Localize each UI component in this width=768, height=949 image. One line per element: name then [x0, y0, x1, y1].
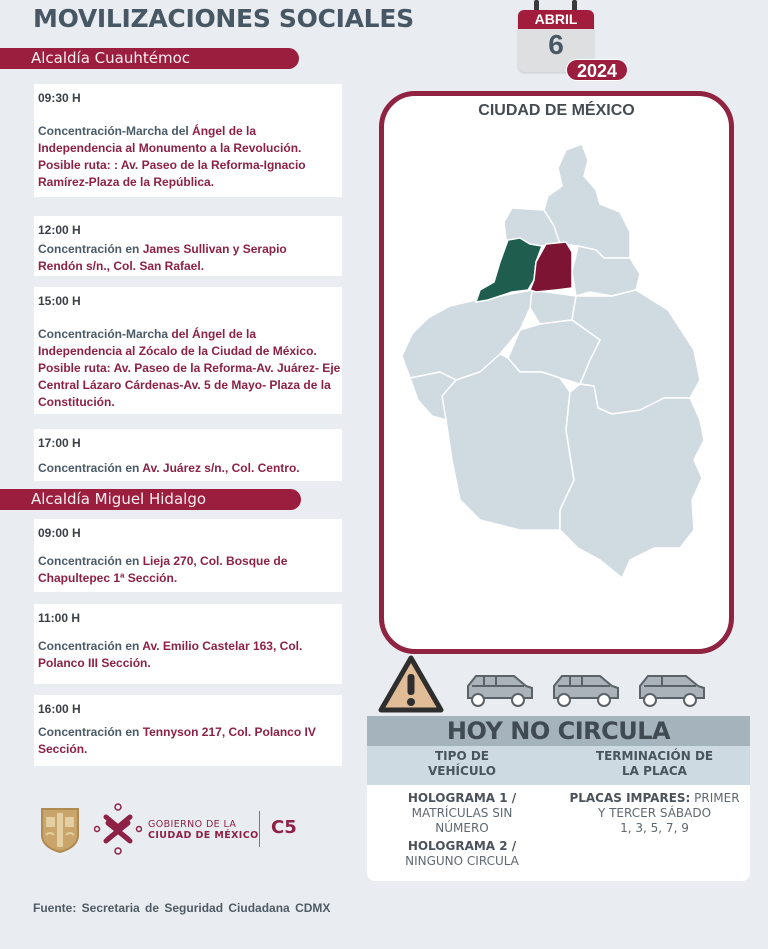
event-card — [34, 287, 342, 414]
event-time: 16:00 H — [38, 702, 81, 716]
logos-row — [40, 803, 310, 855]
map-region — [560, 384, 704, 578]
map-region — [530, 290, 576, 324]
hoy-no-circula-header — [367, 746, 750, 785]
event-description: Concentración en Av. Juárez s/n., Col. Centro. — [38, 461, 300, 475]
calendar-month: ABRIL — [518, 10, 594, 29]
gobierno-cdmx-wordmark: GOBIERNO DE LA CIUDAD DE MÉXICO — [148, 819, 259, 841]
car-icon — [550, 672, 622, 708]
event-time: 11:00 H — [38, 611, 81, 625]
column-header-tipo-vehiculo: TIPO DE VEHÍCULO — [428, 749, 496, 778]
cdmx-shield-logo — [40, 807, 80, 853]
calendar-day: 6 — [548, 29, 564, 60]
logo-divider — [259, 811, 260, 847]
plate-ending-column: PLACAS IMPARES: PRIMER Y TERCER SÁBADO 1, 3, 5, 7, 9 — [569, 791, 740, 835]
event-time: 12:00 H — [38, 223, 81, 237]
map-card — [379, 91, 734, 654]
event-card — [34, 429, 342, 481]
map-region — [442, 354, 574, 530]
event-time: 09:30 H — [38, 91, 81, 105]
event-card — [34, 84, 342, 197]
calendar-year: 2024 — [566, 59, 628, 81]
event-card — [34, 695, 342, 766]
c5-logo: C5 — [271, 817, 297, 838]
calendar-badge — [516, 0, 628, 82]
event-card — [34, 604, 342, 684]
source-note: Fuente: Secretaria de Seguridad Ciudadana CDMX — [33, 901, 331, 915]
event-description: Concentración en Av. Emilio Castelar 163, Col. Polanco III Sección. — [38, 639, 303, 670]
section-banner-cuauhtemoc: Alcaldía Cuauhtémoc — [0, 48, 299, 69]
hoy-no-circula-body — [367, 785, 750, 881]
page-title: MOVILIZACIONES SOCIALES — [33, 4, 414, 33]
vehicle-type-column: HOLOGRAMA 1 / MATRÍCULAS SIN NÚMERO HOLOGRAMA 2 / NINGUNO CIRCULA — [405, 791, 519, 868]
car-icon — [636, 672, 708, 708]
map-title: CIUDAD DE MÉXICO — [478, 102, 635, 119]
event-description: Concentración en Lieja 270, Col. Bosque de Chapultepec 1ª Sección. — [38, 554, 288, 585]
event-time: 09:00 H — [38, 526, 81, 540]
warning-icon — [378, 655, 444, 713]
event-description: Concentración en James Sullivan y Serapio Rendón s/n., Col. San Rafael. — [38, 242, 287, 273]
column-header-terminacion-placa: TERMINACIÓN DE LA PLACA — [595, 749, 714, 778]
cdmx-map — [384, 96, 729, 649]
car-icon — [464, 672, 536, 708]
event-card — [34, 519, 342, 592]
event-time: 15:00 H — [38, 294, 81, 308]
event-card — [34, 216, 342, 276]
event-description: Concentración-Marcha del Ángel de la Independencia al Monumento a la Revolución. Posible ruta: : Av. Paseo de la Reforma-Ignacio Ramírez-Plaza de la República. — [38, 124, 306, 189]
event-description: Concentración en Tennyson 217, Col. Polanco IV Sección. — [38, 725, 316, 756]
gobierno-cdmx-emblem — [94, 803, 142, 855]
event-description: Concentración-Marcha del Ángel de la Independencia al Zócalo de la Ciudad de México. Posible ruta: Av. Paseo de la Reforma-Av. Juárez- Eje Central Lázaro Cárdenas-Av. 5 de Mayo- Plaza de la Constitución. — [38, 327, 341, 409]
hoy-no-circula-title: HOY NO CIRCULA — [367, 716, 750, 746]
event-time: 17:00 H — [38, 436, 81, 450]
section-banner-miguel-hidalgo: Alcaldía Miguel Hidalgo — [0, 489, 301, 510]
